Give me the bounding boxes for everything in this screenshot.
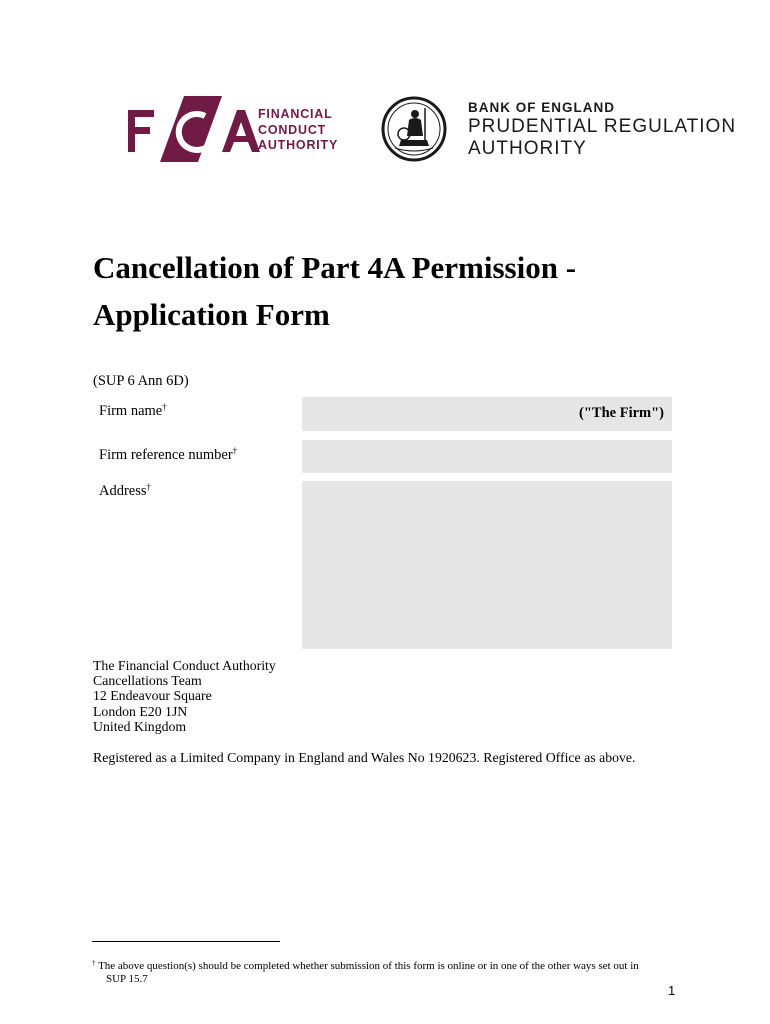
dagger-mark: †: [162, 402, 167, 412]
frn-label: [99, 446, 237, 464]
pra-name-line: BANK OF ENGLAND: [468, 100, 615, 115]
footnote-text: SUP 15.7: [106, 973, 148, 985]
document-reference: (SUP 6 Ann 6D): [93, 373, 189, 389]
fca-name: [258, 107, 338, 154]
address-label: [99, 482, 151, 500]
frn-field[interactable]: [302, 440, 672, 473]
address-line: Cancellations Team: [93, 673, 202, 689]
footnote-divider: [92, 941, 280, 942]
dagger-mark: †: [232, 446, 238, 456]
address-field[interactable]: [302, 481, 672, 649]
bank-of-england-seal-icon: [381, 96, 447, 162]
firm-name-field[interactable]: [302, 397, 672, 431]
pra-name: [468, 99, 736, 160]
pra-name-line: PRUDENTIAL REGULATION: [468, 116, 737, 137]
dagger-mark: †: [146, 482, 152, 492]
title-line: Application Form: [93, 297, 330, 332]
footnote-text: The above question(s) should be completed whether submission of this form is online or in one of the other ways set out in: [98, 960, 639, 972]
dagger-mark: †: [92, 959, 96, 967]
registered-statement: Registered as a Limited Company in England and Wales No 1920623. Registered Office as above.: [93, 750, 636, 765]
page-title: [93, 244, 713, 338]
firm-name-suffix: ("The Firm"): [579, 405, 664, 421]
footnote: [92, 957, 677, 986]
address-line: United Kingdom: [93, 718, 187, 734]
firm-name-label-text: Firm name: [99, 403, 163, 419]
title-line: Cancellation of Part 4A Permission -: [93, 250, 577, 285]
address-label-text: Address: [99, 483, 147, 499]
fca-name-line: CONDUCT: [258, 122, 327, 137]
address-line: 12 Endeavour Square: [93, 688, 212, 704]
page-number: 1: [668, 983, 676, 998]
firm-name-label: [99, 402, 167, 420]
address-line: London E20 1JN: [93, 703, 188, 719]
frn-label-text: Firm reference number: [99, 447, 233, 463]
fca-name-line: FINANCIAL: [258, 107, 333, 121]
fca-name-line: AUTHORITY: [258, 138, 339, 152]
pra-name-line: AUTHORITY: [468, 138, 587, 159]
fca-postal-address: [93, 658, 276, 734]
address-line: The Financial Conduct Authority: [93, 658, 276, 673]
